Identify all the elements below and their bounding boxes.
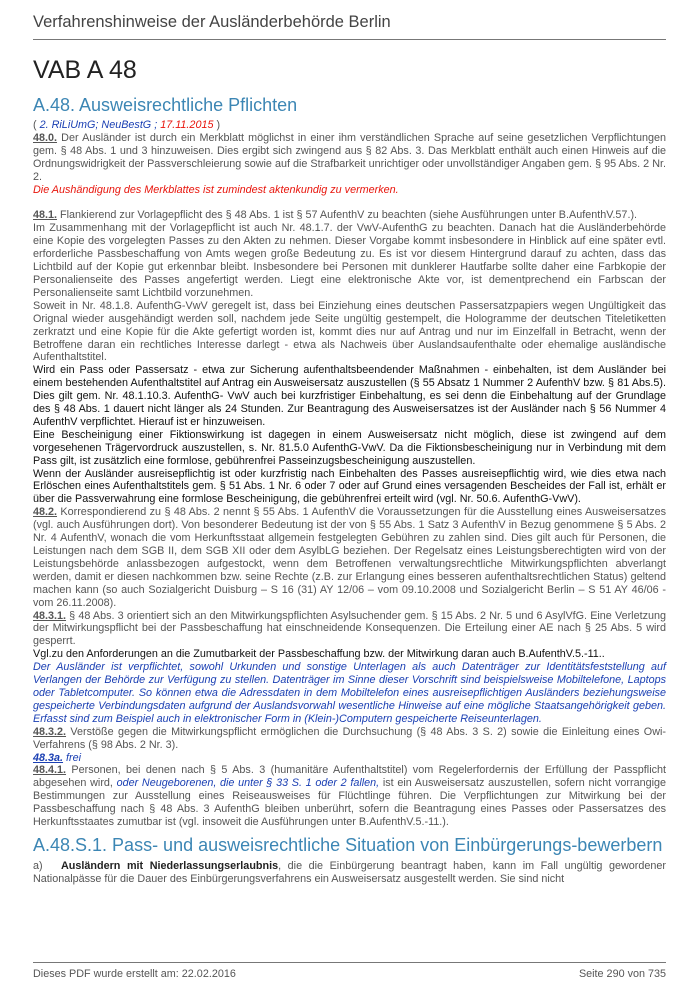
paragraph-48-3-2: 48.3.2. Verstöße gegen die Mitwirkungspflicht ermöglichen die Durchsuchung (§ 48 Abs. 3 S. 2) sowie die Einleitung eines Owi-Verfahrens (§ 98 Abs. 2 Nr. 3). [33,725,666,751]
paragraph-48-3-1: 48.3.1. § 48 Abs. 3 orientiert sich an den Mitwirkungspflichten Asylsuchender gem. § 15 Abs. 2 Nr. 5 und 6 AsylVfG. Eine Verletzung der Mitwirkungspflicht bei der Passbeschaffung hat einschneidende Konsequenzen. Die Erteilung einer AE nach § 25 Abs. 5 wird gesperrt. [33,609,666,648]
paragraph-48-3-1-b: Vgl.zu den Anforderungen an die Zumutbarkeit der Passbeschaffung bzw. der Mitwirkung daran auch B.AufenthV.5.-11.. [33,648,605,661]
paragraph-48-1-c: Soweit in Nr. 48.1.8. AufenthG-VwV geregelt ist, dass bei Einziehung eines deutschen Passersatzpapiers wegen Ungültigkeit das Orignal wieder ausgehändigt werden soll, nachdem jede Seite ungültig gestempelt, die Hologramme der deutschen Titeletiketten zerkratzt und eine Kopie für die Akte gefertigt worden ist, kommt dies nur auf Antrag und nur im Einzelfall in Betracht, wenn der Betroffene daran ein rechtliches Interesse darlegt - etwa als Nachweis über Auslandsaufenthalte oder ehemalige ausländische Aufenthaltstitel. [33,299,666,364]
document-title: VAB A 48 [33,56,137,84]
paragraph-48-2: 48.2. Korrespondierend zu § 48 Abs. 2 nennt § 55 Abs. 1 AufenthV die Voraussetzungen für die Ausstellung eines Ausweisersatzes (vgl. auch Ausführungen dort). Von besonderer Bedeutung ist der von § 55 Abs. 1 Satz 3 AufenthV in Bezug genommene § 5 Abs. 2 Nr. 4 AufenthV, wonach die vom Herkunftsstaat allgemein festgelegten Gebühren zu zahlen sind. Dies gilt auch für Personen, die Leistungen nach dem SGB II, dem SGB XII oder dem AsylbLG beziehen. Der Regelsatz eines Leistungsberechtigten wird von der Leistungsbehörde anlassbezogen aufgestockt, wenn dem Betroffenen verwaltungsrechtliche Mitwirkungspflichten abverlangt werden, damit er diesen nachkommen bzw. seine Rechte (z.B. zur Erlangung eines besseren aufenthaltsrechtlichen Status) geltend machen kann (so auch Sozialgericht Duisburg – S 16 (31) AY 12/06 – vom 09.10.2008 und Sozialgericht Berlin – S 51 AY 46/06 - vom 26.11.2008). [33,506,666,609]
section-a48-body [33,119,666,829]
paragraph-48-4-1: 48.4.1. Personen, bei denen nach § 5 Abs. 3 (humanitäre Aufenthaltstitel) vom Regelerfordernis der Erfüllung der Passpflicht abgesehen wird, oder Neugeborenen, die unter § 33 S. 1 oder 2 fallen, ist ein Ausweisersatz auszustellen, sofern nicht vorrangige Bestimmungen zur Ausstellung eines Reiseausweises für Flüchtlinge führen. Die Verpflichtungen zur Mitwirkung bei der Passbeschaffung nach § 48 Abs. 3 AufenthG bleiben unberührt, sofern die Beantragung eines Passes oder Passersatzes des Herkunftsstaates zumutbar ist (vgl. insoweit die Ausführungen unter B.AufenthV.5.-11.). [33,764,666,829]
paragraph-48-0-note: Die Aushändigung des Merkblattes ist zumindest aktenkundig zu vermerken. [33,183,399,196]
footer-created-date: Dieses PDF wurde erstellt am: 22.02.2016 [33,968,236,980]
paragraph-48-3-1-blue: Der Ausländer ist verpflichtet, sowohl Urkunden und sonstige Unterlagen als auch Datenträger zur Identitätsfeststellung auf Verlangen der Behörde zur Verfügung zu stellen. Datenträger im Sinne dieser Vorschrift sind beispielsweise Mobiltelefone, Laptops oder Tabletcomputer. So können etwa die Adressdaten in dem Mobiltelefon eines ausreisepflichtigen Ausländers beziehungsweise gespeicherte Verbindungsdaten aufgrund der Auslandsvorwahl wesentliche Hinweise auf eine mögliche Staatsangehörigkeit geben. Erfasst sind zum Beispiel auch in elektronischer Form in (Klein-)Computern gespeicherte Reiseunterlagen. [33,661,666,725]
paragraph-48-0: 48.0. Der Ausländer ist durch ein Merkblatt möglichst in einer ihm verständlichen Sprache auf seine gesetzlichen Verpflichtungen gem. § 48 Abs. 1 und 3 hinzuweisen. Dies ergibt sich zwingend aus § 82 Abs. 3. Das Merkblatt enthält auch einen Hinweis auf die Ordnungswidrigkeit der Passverschleierung sowie auf die Strafbarkeit unrichtiger oder unvollständiger Angaben gem. § 95 Abs. 2 Nr. 2. [33,131,666,183]
footer-page-number: Seite 290 von 735 [578,968,666,980]
running-header: Verfahrenshinweise der Ausländerbehörde Berlin [33,13,666,40]
paragraph-48-1-b: Im Zusammenhang mit der Vorlagepflicht ist auch Nr. 48.1.7. der VwV-AufenthG zu beachten. Danach hat die Ausländerbehörde eine Kopie des vorgelegten Passes zu den Akten zu nehmen. Dieser Vorgabe kommt insbesondere in Hinblick auf eine später evtl. erforderliche Passbeschaffung von Amts wegen große Bedeutung zu. Es ist vor diesem Hintergrund darauf zu achten, dass das Lichtbild auf der Kopie gut erkennbar bleibt. Insbesondere bei Personen mit dunklerer Hautfarbe sollte daher eine Farbkopie der Personalienseite des Passes angefertigt werden. Liegt eine elektronische Akte vor, ist dementprechend ein Farbscan der Personalienseite samt Lichtbild vorzunehmen. [33,222,666,299]
paragraph-48-3a: 48.3a. frei [33,751,82,764]
source-date: 17.11.2015 [160,119,214,131]
list-item-a: a) Ausländern mit Niederlassungserlaubnis, die die Einbürgerung beantragt haben, kann im Fall ungültig gewordener Nationalpässe für die Dauer des Einbürgerungsverfahrens ein Ausweisersatz ausgestellt werden. Sie sind nicht [33,859,666,885]
source-link[interactable]: 2. RiLiUmG; NeuBestG ; [39,119,161,131]
paragraph-48-1: 48.1. Flankierend zur Vorlagepflicht des § 48 Abs. 1 ist § 57 AufenthV zu beachten (siehe Ausführungen unter B.AufenthV.57.). [33,209,638,222]
section-a48-s1-body [33,860,666,886]
inline-amendment: oder Neugeborenen, die unter § 33 S. 1 oder 2 fallen, [116,777,380,790]
source-line: ( 2. RiLiUmG; NeuBestG ; 17.11.2015 ) [33,119,221,131]
paragraph-48-1-e: Eine Bescheinigung einer Fiktionswirkung ist dagegen in einem Ausweisersatz nicht möglich, diese ist zwingend auf dem vorgesehenen Trägervordruck auszustellen, s. Nr. 81.5.0 AufenthG-VwV. Da die Fiktionsbescheinigung nur in Verbindung mit dem Pass gilt, ist zusätzlich eine formlose, gebührenfrei Passeinzugsbescheinigung auszustellen. [33,428,666,467]
section-heading-a48: A.48. Ausweisrechtliche Pflichten [33,95,298,115]
paragraph-48-1-d: Wird ein Pass oder Passersatz - etwa zur Sicherung aufenthaltsbeendender Maßnahmen - einbehalten, ist dem Ausländer bei einem bestehenden Aufenthaltstitel auf Antrag ein Ausweisersatz auszustellen (§ 55 Absatz 1 Nummer 2 AufenthV bzw. § 81 Abs.5). Dies gilt gem. Nr. 48.1.10.3. AufenthG- VwV auch bei kurzfristiger Einbehaltung, es sei denn die Einbehaltung auf der Grundlage des § 48 Abs. 1 dauert nicht länger als 24 Stunden. Zur Beantragung des Ausweisersatzes ist der Ausländer nach § 56 Nummer 4 AufenthV verpflichtet. Hierauf ist er hinzuweisen. [33,364,666,428]
section-heading-a48-s1: A.48.S.1. Pass- und ausweisrechtliche Situation von Einbürgerungs-bewerbern [33,834,663,855]
page-footer [33,962,666,980]
paragraph-48-1-f: Wenn der Ausländer ausreisepflichtig ist oder kurzfristig nach Einbehalten des Passes ausreisepflichtig wird, wie dies etwa nach Erlöschen eines Aufenthaltstitels gem. § 51 Abs. 1 Nr. 6 oder 7 oder auf Grund eines versagenden Bescheides der Fall ist, erhält er über die Passverwahrung eine formlose Bescheinigung, die gebührenfrei erteilt wird (vgl. Nr. 50.6. AufenthG-VwV). [33,467,666,506]
document-page [33,0,666,886]
